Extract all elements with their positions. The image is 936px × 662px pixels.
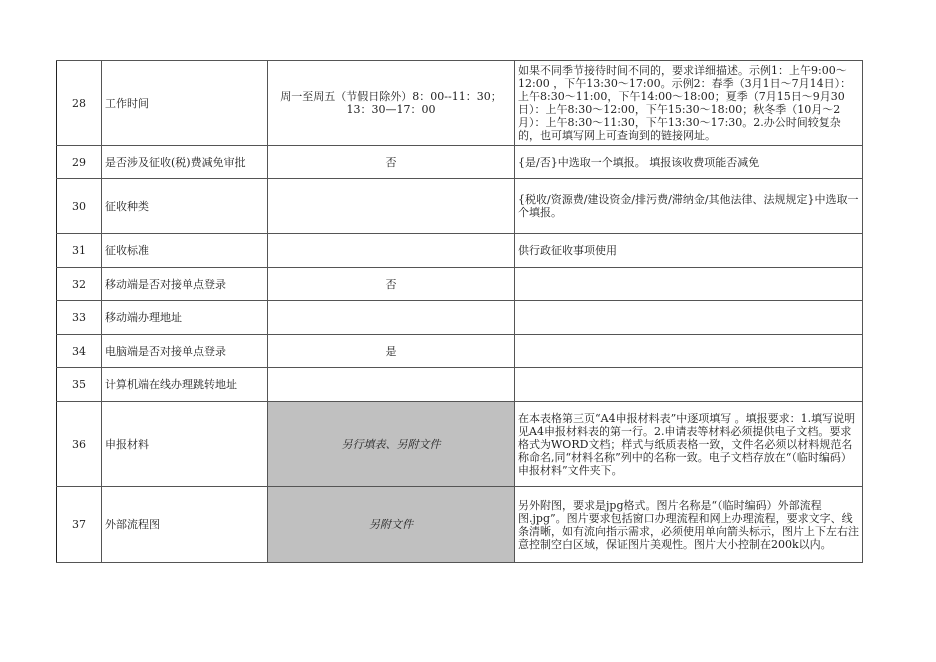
table-row [57, 301, 863, 335]
field-note[interactable]: 供行政征收事项使用 [515, 234, 863, 268]
field-label[interactable]: 外部流程图 [102, 487, 268, 563]
field-value[interactable]: 另行填表、另附文件 [268, 402, 515, 487]
field-label[interactable]: 计算机端在线办理跳转地址 [102, 368, 268, 402]
row-number: 33 [57, 301, 102, 335]
field-value[interactable]: 另附文件 [268, 487, 515, 563]
row-number: 35 [57, 368, 102, 402]
field-label[interactable]: 征收标准 [102, 234, 268, 268]
table-row [57, 368, 863, 402]
form-table [56, 60, 863, 563]
field-value[interactable]: 否 [268, 268, 515, 301]
table-row [57, 146, 863, 179]
row-number: 37 [57, 487, 102, 563]
field-label[interactable]: 电脑端是否对接单点登录 [102, 335, 268, 368]
row-number: 28 [57, 61, 102, 146]
field-note[interactable] [515, 268, 863, 301]
table-row [57, 268, 863, 301]
table-row [57, 234, 863, 268]
field-note[interactable]: {是/否}中选取一个填报。 填报该收费项能否减免 [515, 146, 863, 179]
table-row [57, 61, 863, 146]
field-label[interactable]: 申报材料 [102, 402, 268, 487]
row-number: 29 [57, 146, 102, 179]
field-label[interactable]: 是否涉及征收(税)费减免审批 [102, 146, 268, 179]
field-value[interactable]: 否 [268, 146, 515, 179]
field-note[interactable]: 在本表格第三页“A4申报材料表”中逐项填写 。填报要求：1.填写说明见A4申报材料表的第一行。2.申请表等材料必须提供电子文档。要求格式为WORD文档；样式与纸质表格一致，文件名必须以材料规范名称命名,同“材料名称”列中的名称一致。电子文档存放在“（临时编码）申报材料”文件夹下。 [515, 402, 863, 487]
field-note[interactable] [515, 301, 863, 335]
row-number: 30 [57, 179, 102, 234]
field-label[interactable]: 工作时间 [102, 61, 268, 146]
field-value[interactable]: 是 [268, 335, 515, 368]
row-number: 32 [57, 268, 102, 301]
field-note[interactable]: {税收/资源费/建设资金/排污费/滞纳金/其他法律、法规规定}中选取一个填报。 [515, 179, 863, 234]
field-label[interactable]: 移动端是否对接单点登录 [102, 268, 268, 301]
row-number: 36 [57, 402, 102, 487]
field-value[interactable] [268, 234, 515, 268]
table-row [57, 487, 863, 563]
table-row [57, 402, 863, 487]
field-value[interactable] [268, 179, 515, 234]
row-number: 31 [57, 234, 102, 268]
row-number: 34 [57, 335, 102, 368]
table-row [57, 335, 863, 368]
field-note[interactable] [515, 335, 863, 368]
field-note[interactable]: 另外附图，要求是jpg格式。图片名称是“（临时编码）外部流程图.jpg”。图片要求包括窗口办理流程和网上办理流程，要求文字、线条清晰，如有流向指示需求，必须使用单向箭头标示，图片上下左右注意控制空白区域，保证图片美观性。图片大小控制在200k以内。 [515, 487, 863, 563]
field-value[interactable] [268, 301, 515, 335]
field-value[interactable] [268, 368, 515, 402]
field-value[interactable]: 周一至周五（节假日除外）8：00--11：30；13：30—17：00 [268, 61, 515, 146]
table-row [57, 179, 863, 234]
field-label[interactable]: 移动端办理地址 [102, 301, 268, 335]
field-note[interactable] [515, 368, 863, 402]
field-note[interactable]: 如果不同季节接待时间不同的，要求详细描述。示例1：上午9:00～12:00 ，下午13:30～17:00。示例2：春季（3月1日～7月14日）：上午8:30～11:00，下午14:00～18:00；夏季（7月15日～9月30日）：上午8:30～12:00，下午15:30～18:00；秋冬季（10月～2月）：上午8:30～11:30，下午13:30～17:30。2.办公时间较复杂的，也可填写网上可查询到的链接网址。 [515, 61, 863, 146]
field-label[interactable]: 征收种类 [102, 179, 268, 234]
